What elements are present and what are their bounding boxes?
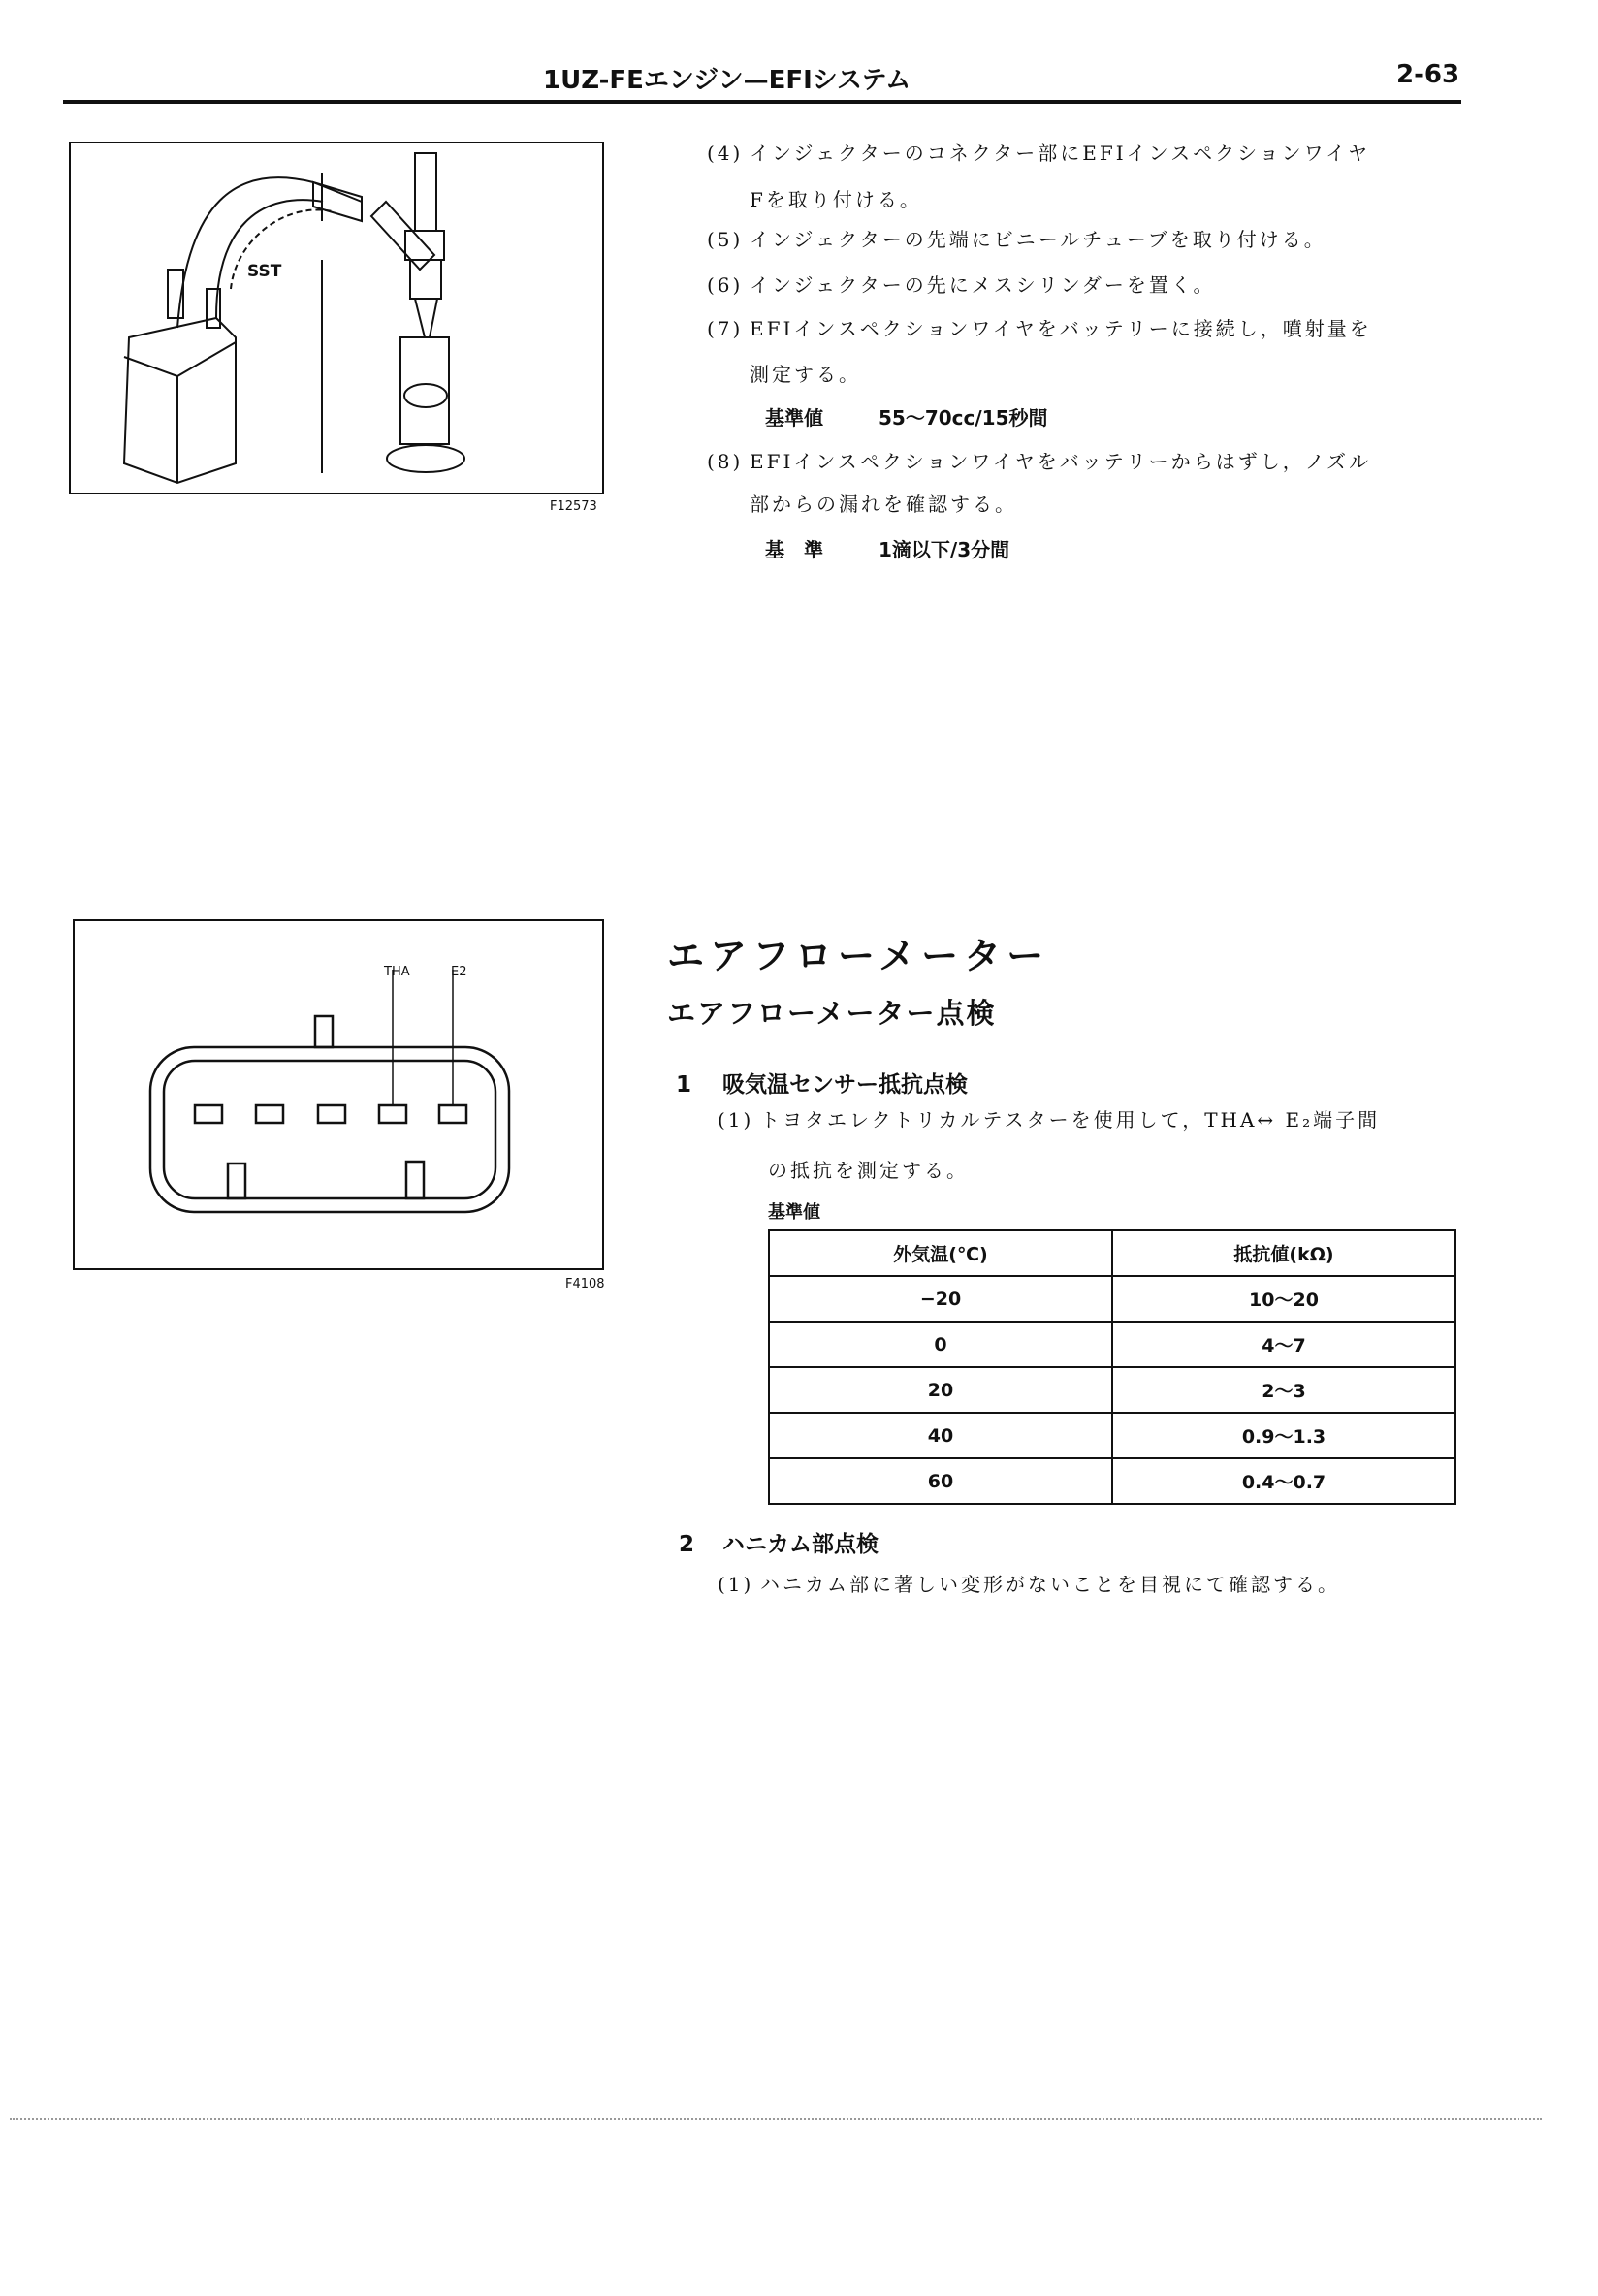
- figure2-caption: F4108: [565, 1277, 605, 1292]
- cell-resistance: 4〜7: [1112, 1322, 1455, 1367]
- figure-injector-test: [69, 142, 604, 494]
- cell-resistance: 0.4〜0.7: [1112, 1458, 1455, 1504]
- item2-step: [718, 1569, 1340, 1597]
- step-text: インジェクターの先端にビニールチューブを取り付ける。: [750, 228, 1326, 251]
- cell-temperature: 60: [769, 1458, 1112, 1504]
- spec2: [765, 534, 1009, 562]
- cell-temperature: 0: [769, 1322, 1112, 1367]
- header-rule: [63, 100, 1461, 104]
- sst-label: SST: [247, 262, 282, 281]
- cell-temperature: −20: [769, 1276, 1112, 1322]
- step-text: インジェクターのコネクター部にEFIインスペクションワイヤ: [750, 142, 1371, 165]
- table-row: [769, 1276, 1455, 1322]
- header-title: 1UZ-FEエンジン—EFIシステム: [543, 66, 911, 95]
- spec1-value: 55〜70cc/15秒間: [879, 406, 1048, 430]
- section-subtitle: エアフローメーター点検: [667, 997, 997, 1030]
- cell-resistance: 2〜3: [1112, 1367, 1455, 1413]
- item2-title: ハニカム部点検: [722, 1532, 879, 1557]
- column-header-resistance: 抵抗値(kΩ): [1112, 1230, 1455, 1276]
- step-7: [707, 313, 1372, 341]
- step-text: EFIインスペクションワイヤをバッテリーに接続し，噴射量を: [750, 317, 1372, 340]
- item1-number: 1: [676, 1072, 692, 1098]
- item1-step-cont: の抵抗を測定する。: [768, 1159, 969, 1182]
- step-number: (7): [707, 317, 744, 340]
- figure1-caption: F12573: [550, 499, 597, 514]
- step-8-cont: 部からの漏れを確認する。: [750, 493, 1017, 516]
- step-number: (8): [707, 450, 744, 473]
- table-row: [769, 1458, 1455, 1504]
- item1-title: 吸気温センサー抵抗点検: [722, 1072, 968, 1098]
- resistance-spec-table: [768, 1229, 1456, 1505]
- figure-connector: [73, 919, 604, 1270]
- spec1-label: 基準値: [765, 406, 823, 430]
- item1-heading: [676, 1067, 968, 1099]
- step-4-cont: Fを取り付ける。: [750, 188, 922, 211]
- spec-label: 基準値: [768, 1202, 820, 1223]
- cell-resistance: 0.9〜1.3: [1112, 1413, 1455, 1458]
- step-number: (6): [707, 273, 744, 297]
- step-text: EFIインスペクションワイヤをバッテリーからはずし，ノズル: [750, 450, 1371, 473]
- step-number: (4): [707, 142, 744, 165]
- spec1: [765, 402, 1048, 430]
- step-8: [707, 446, 1371, 474]
- step-4: [707, 138, 1370, 166]
- step-text: ハニカム部に著しい変形がないことを目視にて確認する。: [760, 1573, 1340, 1596]
- table-row: [769, 1322, 1455, 1367]
- item1-step: [718, 1104, 1380, 1132]
- page-number: 2-63: [1396, 60, 1460, 89]
- cell-resistance: 10〜20: [1112, 1276, 1455, 1322]
- step-5: [707, 224, 1326, 252]
- step-7-cont: 測定する。: [750, 363, 861, 386]
- item2-heading: [679, 1526, 879, 1558]
- step-text: インジェクターの先にメスシリンダーを置く。: [750, 273, 1216, 297]
- step-number: (5): [707, 228, 744, 251]
- column-header-temperature: 外気温(℃): [769, 1230, 1112, 1276]
- step-number: (1): [718, 1573, 754, 1596]
- section-title: エアフローメーター: [667, 935, 1050, 977]
- injector-test-illustration: [71, 144, 602, 493]
- page-bottom-dotted-line: [10, 2118, 1542, 2120]
- table-row: [769, 1413, 1455, 1458]
- spec2-value: 1滴以下/3分間: [879, 538, 1010, 561]
- table-header-row: [769, 1230, 1455, 1276]
- item2-number: 2: [679, 1532, 695, 1557]
- table-row: [769, 1367, 1455, 1413]
- connector-illustration: [75, 921, 602, 1268]
- step-6: [707, 270, 1216, 298]
- e2-label: E2: [451, 965, 467, 979]
- tha-label: THA: [384, 965, 410, 979]
- cell-temperature: 20: [769, 1367, 1112, 1413]
- cell-temperature: 40: [769, 1413, 1112, 1458]
- step-number: (1): [718, 1108, 754, 1132]
- step-text: トヨタエレクトリカルテスターを使用して，THA↔ E₂端子間: [760, 1108, 1381, 1132]
- spec2-label: 基 準: [765, 538, 823, 561]
